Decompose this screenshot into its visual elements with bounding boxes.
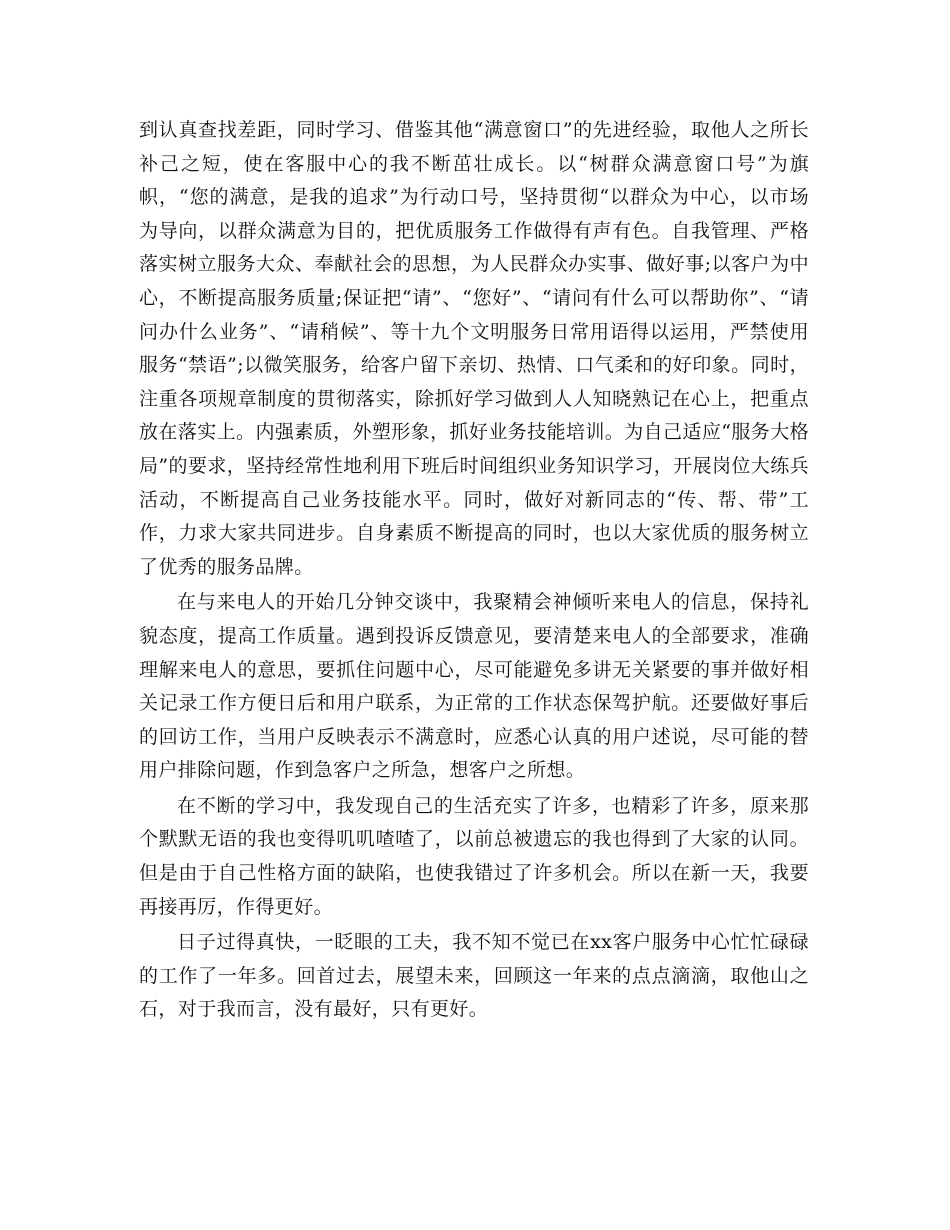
paragraph-4: 日子过得真快，一眨眼的工夫，我不知不觉已在xx客户服务中心忙忙碌碌的工作了一年多。回首过去，展望未来，回顾这一年来的点点滴滴，取他山之石，对于我而言，没有最好，只有更好。 (139, 931, 809, 1021)
document-body (139, 114, 809, 1027)
paragraph-1: 到认真查找差距，同时学习、借鉴其他“满意窗口”的先进经验，取他人之所长补己之短，使在客服中心的我不断茁壮成长。以“树群众满意窗口号”为旗帜，“您的满意，是我的追求”为行动口号，坚持贯彻“以群众为中心，以市场为导向，以群众满意为目的，把优质服务工作做得有声有色。自我管理、严格落实树立服务大众、奉献社会的思想，为人民群众办实事、做好事;以客户为中心，不断提高服务质量;保证把“请”、“您好”、“请问有什么可以帮助你”、“请问办什么业务”、“请稍候”、等十九个文明服务日常用语得以运用，严禁使用服务“禁语”;以微笑服务，给客户留下亲切、热情、口气柔和的好印象。同时，注重各项规章制度的贯彻落实，除抓好学习做到人人知晓熟记在心上，把重点放在落实上。内强素质，外塑形象，抓好业务技能培训。为自己适应“服务大格局”的要求，坚持经常性地利用下班后时间组织业务知识学习，开展岗位大练兵活动，不断提高自己业务技能水平。同时，做好对新同志的“传、帮、带”工作，力求大家共同进步。自身素质不断提高的同时，也以大家优质的服务树立了优秀的服务品牌。 (139, 119, 809, 578)
paragraph-3: 在不断的学习中，我发现自己的生活充实了许多，也精彩了许多，原来那个默默无语的我也变得叽叽喳喳了，以前总被遗忘的我也得到了大家的认同。但是由于自己性格方面的缺陷，也使我错过了许多机会。所以在新一天，我要再接再厉，作得更好。 (139, 794, 809, 918)
paragraph-2: 在与来电人的开始几分钟交谈中，我聚精会神倾听来电人的信息，保持礼貌态度，提高工作质量。遇到投诉反馈意见，要清楚来电人的全部要求，准确理解来电人的意思，要抓住问题中心，尽可能避免多讲无关紧要的事并做好相关记录工作方便日后和用户联系，为正常的工作状态保驾护航。还要做好事后的回访工作，当用户反映表示不满意时，应悉心认真的用户述说，尽可能的替用户排除问题，作到急客户之所急，想客户之所想。 (139, 591, 809, 782)
